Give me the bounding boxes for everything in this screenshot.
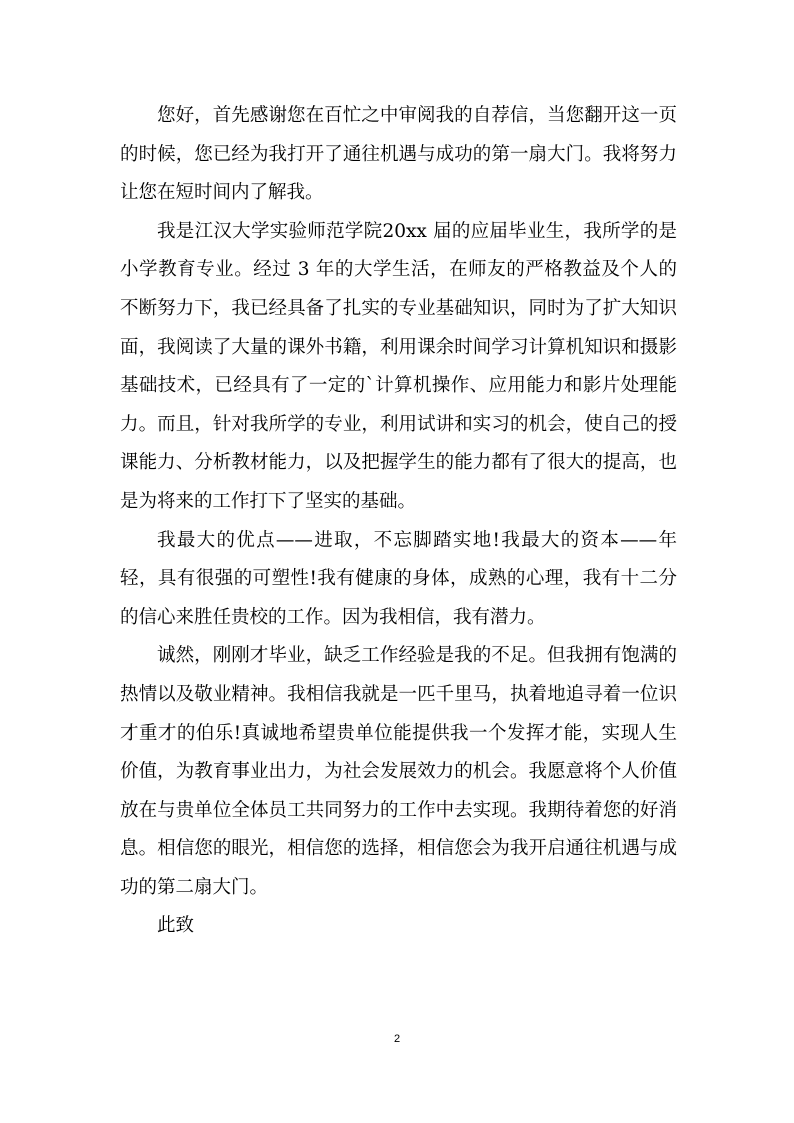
paragraph-closing: 此致 [157, 915, 195, 937]
paragraph-greeting: 您好，首先感谢您在百忙之中审阅我的自荐信，当您翻开这一页的时候，您已经为我打开了通往机遇与成功的第一扇大门。我将努力让您在短时间内了解我。 [120, 105, 677, 204]
letter-body [120, 97, 677, 946]
paragraph-aspiration: 诚然，刚刚才毕业，缺乏工作经验是我的不足。但我拥有饱满的热情以及敬业精神。我相信我就是一匹千里马，执着地追寻着一位识才重才的伯乐!真诚地希望贵单位能提供我一个发挥才能，实现人生价值，为教育事业出力，为社会发展效力的机会。我愿意将个人价值放在与贵单位全体员工共同努力的工作中去实现。我期待着您的好消息。相信您的眼光，相信您的选择，相信您会为我开启通往机遇与成功的第二扇大门。 [120, 645, 677, 898]
paragraph-strengths: 我最大的优点——进取，不忘脚踏实地!我最大的资本——年轻，具有很强的可塑性!我有健康的身体，成熟的心理，我有十二分的信心来胜任贵校的工作。因为我相信，我有潜力。 [120, 529, 677, 628]
page-number: 2 [393, 1033, 401, 1045]
paragraph-background: 我是江汉大学实验师范学院20xx 届的应届毕业生，我所学的是小学教育专业。经过 3 年的大学生活，在师友的严格教益及个人的不断努力下，我已经具备了扎实的专业基础知识，同时为了扩大知识面，我阅读了大量的课外书籍，利用课余时间学习计算机知识和摄影基础技术，已经具有了一定的`计算机操作、应用能力和影片处理能力。而且，针对我所学的专业，利用试讲和实习的机会，使自己的授课能力、分析教材能力，以及把握学生的能力都有了很大的提高，也是为将来的工作打下了坚实的基础。 [120, 220, 677, 512]
